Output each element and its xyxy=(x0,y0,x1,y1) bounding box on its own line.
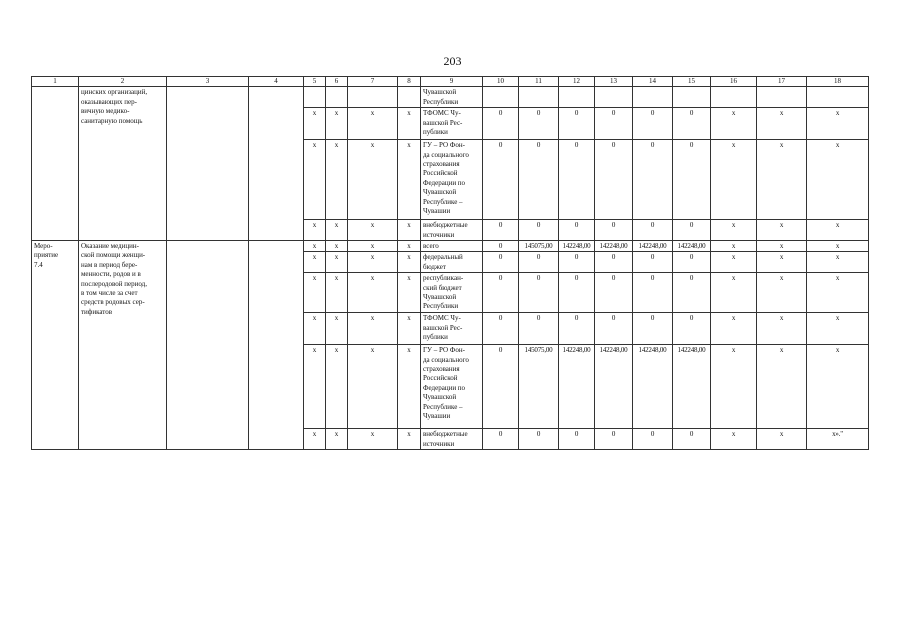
text-line: Федерации по xyxy=(423,178,466,187)
funding-source-cell xyxy=(421,345,483,429)
value-cell: 0 xyxy=(673,313,711,345)
value-cell: 0 xyxy=(483,273,519,313)
value-cell: 0 xyxy=(633,313,673,345)
code-cell: х xyxy=(326,108,348,140)
code-cell: х xyxy=(326,241,348,252)
text-line: в том числе за счет xyxy=(81,289,138,298)
text-line: Российской xyxy=(423,169,458,178)
value-cell: 0 xyxy=(673,140,711,220)
value-cell: х xyxy=(757,108,807,140)
value-cell xyxy=(673,87,711,108)
value-cell: х xyxy=(807,252,869,273)
funding-source-cell xyxy=(421,252,483,273)
value-cell: 142248,00 xyxy=(673,241,711,252)
value-cell xyxy=(633,87,673,108)
value-cell: 142248,00 xyxy=(559,345,595,429)
text-line: да социального xyxy=(423,355,469,364)
text-line: ТФОМС Чу- xyxy=(423,109,461,118)
funding-source-cell xyxy=(421,140,483,220)
value-cell: х xyxy=(757,313,807,345)
text-line: страхования xyxy=(423,365,460,374)
value-cell: 0 xyxy=(483,241,519,252)
column-header-1: 1 xyxy=(32,77,79,87)
column-header-12: 12 xyxy=(559,77,595,87)
value-cell: х xyxy=(757,140,807,220)
code-cell: х xyxy=(326,252,348,273)
value-cell: 0 xyxy=(483,429,519,450)
value-cell: 0 xyxy=(519,313,559,345)
column-header-7: 7 xyxy=(348,77,398,87)
column-header-17: 17 xyxy=(757,77,807,87)
value-cell: х xyxy=(807,140,869,220)
funding-source-cell xyxy=(421,429,483,450)
text-line: публики xyxy=(423,128,448,137)
value-cell: х xyxy=(757,273,807,313)
value-cell: 0 xyxy=(673,429,711,450)
value-cell: х xyxy=(711,313,757,345)
text-line: Чувашской xyxy=(423,188,457,197)
value-cell: х xyxy=(711,273,757,313)
text-line: Меро- xyxy=(34,242,53,251)
funding-source-cell xyxy=(421,313,483,345)
value-cell: х xyxy=(807,273,869,313)
value-cell: х xyxy=(807,313,869,345)
value-cell: 142248,00 xyxy=(559,241,595,252)
value-cell: х xyxy=(711,241,757,252)
text-line: Республике – xyxy=(423,402,463,411)
value-cell: 0 xyxy=(633,252,673,273)
value-cell: х xyxy=(807,241,869,252)
code-cell: х xyxy=(398,140,421,220)
value-cell: 0 xyxy=(559,220,595,241)
code-cell: х xyxy=(326,220,348,241)
code-cell: х xyxy=(304,252,326,273)
code-cell: х xyxy=(348,345,398,429)
value-cell xyxy=(595,87,633,108)
code-cell: х xyxy=(348,108,398,140)
text-line: внебюджетные xyxy=(423,221,468,230)
column-header-14: 14 xyxy=(633,77,673,87)
value-cell: 0 xyxy=(595,140,633,220)
value-cell: 0 xyxy=(519,220,559,241)
code-cell xyxy=(398,87,421,108)
column-header-9: 9 xyxy=(421,77,483,87)
code-cell: х xyxy=(326,140,348,220)
value-cell: 0 xyxy=(483,313,519,345)
value-cell: х xyxy=(711,429,757,450)
column-header-11: 11 xyxy=(519,77,559,87)
description-cell xyxy=(79,87,167,241)
value-cell: 0 xyxy=(559,273,595,313)
text-line: Российской xyxy=(423,374,458,383)
funding-source-cell xyxy=(421,87,483,108)
code-cell: х xyxy=(304,429,326,450)
text-line: Оказание медицин- xyxy=(81,242,139,251)
value-cell: 142248,00 xyxy=(633,241,673,252)
text-line: республикан- xyxy=(423,274,464,283)
code-cell: х xyxy=(304,220,326,241)
text-line: вашской Рес- xyxy=(423,118,463,127)
value-cell: 0 xyxy=(519,252,559,273)
code-cell xyxy=(304,87,326,108)
program-table xyxy=(31,76,869,450)
value-cell: х xyxy=(757,220,807,241)
value-cell: 0 xyxy=(519,140,559,220)
value-cell: х xyxy=(807,345,869,429)
value-cell: 0 xyxy=(673,273,711,313)
value-cell: х xyxy=(711,220,757,241)
text-line: публики xyxy=(423,333,448,342)
text-line: цинских организаций, xyxy=(81,88,148,97)
value-cell xyxy=(519,87,559,108)
value-cell: 145075,00 xyxy=(519,345,559,429)
value-cell: х xyxy=(807,220,869,241)
responsible-cell xyxy=(167,87,249,241)
value-cell: 0 xyxy=(673,220,711,241)
value-cell: 0 xyxy=(673,108,711,140)
value-cell: 0 xyxy=(595,252,633,273)
value-cell: х xyxy=(711,108,757,140)
value-cell: 142248,00 xyxy=(673,345,711,429)
value-cell xyxy=(711,87,757,108)
text-line: послеродовой период, xyxy=(81,279,147,288)
column-header-6: 6 xyxy=(326,77,348,87)
text-line: страхования xyxy=(423,160,460,169)
text-line: Чувашии xyxy=(423,412,451,421)
code-cell: х xyxy=(304,313,326,345)
value-cell: 0 xyxy=(595,220,633,241)
column-header-15: 15 xyxy=(673,77,711,87)
value-cell: х xyxy=(757,252,807,273)
text-line: Республике – xyxy=(423,197,463,206)
code-cell: х xyxy=(348,140,398,220)
value-cell: 0 xyxy=(633,273,673,313)
text-line: ГУ – РО Фон- xyxy=(423,141,465,150)
text-line: санитарную помощь xyxy=(81,116,143,125)
code-cell: х xyxy=(326,273,348,313)
code-cell: х xyxy=(326,345,348,429)
value-cell: х xyxy=(757,241,807,252)
text-line: федеральный xyxy=(423,253,463,262)
value-cell: х xyxy=(757,345,807,429)
code-cell: х xyxy=(398,252,421,273)
value-cell: 0 xyxy=(673,252,711,273)
text-line: ГУ – РО Фон- xyxy=(423,346,465,355)
code-cell: х xyxy=(398,313,421,345)
value-cell xyxy=(807,87,869,108)
text-line: ТФОМС Чу- xyxy=(423,314,461,323)
value-cell: 0 xyxy=(633,108,673,140)
column-header-5: 5 xyxy=(304,77,326,87)
column-header-18: 18 xyxy=(807,77,869,87)
table-body xyxy=(32,77,869,450)
text-line: ской помощи женщи- xyxy=(81,251,146,260)
text-line: вашской Рес- xyxy=(423,323,463,332)
value-cell xyxy=(559,87,595,108)
code-cell: х xyxy=(348,429,398,450)
column-header-3: 3 xyxy=(167,77,249,87)
code-cell: х xyxy=(304,140,326,220)
code-cell xyxy=(326,87,348,108)
value-cell: 0 xyxy=(559,252,595,273)
value-cell: 0 xyxy=(483,345,519,429)
funding-source-cell xyxy=(421,108,483,140)
column-header-13: 13 xyxy=(595,77,633,87)
value-cell: 0 xyxy=(483,108,519,140)
code-cell: х xyxy=(304,108,326,140)
code-cell: х xyxy=(304,345,326,429)
value-cell: 0 xyxy=(595,429,633,450)
value-cell: 0 xyxy=(633,140,673,220)
value-cell xyxy=(757,87,807,108)
value-cell: 0 xyxy=(559,108,595,140)
code-cell: х xyxy=(348,252,398,273)
text-line: оказывающих пер- xyxy=(81,97,137,106)
code-cell: х xyxy=(304,273,326,313)
code-cell: х xyxy=(398,241,421,252)
participants-cell xyxy=(249,241,304,450)
description-cell xyxy=(79,241,167,450)
value-cell: 0 xyxy=(559,429,595,450)
value-cell: х xyxy=(807,108,869,140)
text-line: Республики xyxy=(423,302,459,311)
value-cell xyxy=(483,87,519,108)
text-line: вичную медико- xyxy=(81,107,130,116)
measure-cell xyxy=(32,87,79,241)
value-cell: 142248,00 xyxy=(633,345,673,429)
code-cell: х xyxy=(348,241,398,252)
value-cell: 142248,00 xyxy=(595,345,633,429)
value-cell: 0 xyxy=(483,140,519,220)
value-cell: 0 xyxy=(559,313,595,345)
text-line: внебюджетные xyxy=(423,430,468,439)
value-cell: 0 xyxy=(633,429,673,450)
text-line: нам в период бере- xyxy=(81,260,138,269)
text-line: Федерации по xyxy=(423,383,466,392)
page-number: 203 xyxy=(443,54,462,68)
text-line: приятие xyxy=(34,251,59,260)
funding-source-cell xyxy=(421,273,483,313)
code-cell xyxy=(348,87,398,108)
header-row xyxy=(32,77,869,87)
text-line: 7.4 xyxy=(34,260,43,269)
value-cell: 0 xyxy=(633,220,673,241)
value-cell: х xyxy=(711,140,757,220)
text-line: Чувашии xyxy=(423,207,451,216)
code-cell: х xyxy=(348,313,398,345)
code-cell: х xyxy=(398,220,421,241)
text-line: да социального xyxy=(423,150,469,159)
text-line: источники xyxy=(423,230,455,239)
measure-cell xyxy=(32,241,79,450)
code-cell: х xyxy=(326,429,348,450)
value-cell: 0 xyxy=(519,273,559,313)
code-cell: х xyxy=(348,273,398,313)
table-row xyxy=(32,241,869,252)
code-cell: х xyxy=(326,313,348,345)
responsible-cell xyxy=(167,241,249,450)
text-line: средств родовых сер- xyxy=(81,298,145,307)
text-line: бюджет xyxy=(423,262,446,271)
text-line: менности, родов и в xyxy=(81,270,141,279)
text-line: Чувашской xyxy=(423,393,457,402)
funding-source-cell xyxy=(421,241,483,252)
value-cell: 0 xyxy=(519,108,559,140)
text-line: всего xyxy=(423,242,439,251)
code-cell: х xyxy=(398,345,421,429)
code-cell: х xyxy=(304,241,326,252)
code-cell: х xyxy=(398,273,421,313)
column-header-16: 16 xyxy=(711,77,757,87)
value-cell: 142248,00 xyxy=(595,241,633,252)
value-cell: х xyxy=(711,345,757,429)
text-line: источники xyxy=(423,439,455,448)
value-cell: х xyxy=(711,252,757,273)
value-cell: 0 xyxy=(595,313,633,345)
text-line: Чувашской xyxy=(423,88,457,97)
value-cell: 0 xyxy=(483,220,519,241)
value-cell: 0 xyxy=(559,140,595,220)
value-cell: х xyxy=(757,429,807,450)
value-cell: х»." xyxy=(807,429,869,450)
code-cell: х xyxy=(398,108,421,140)
value-cell: 145075,00 xyxy=(519,241,559,252)
column-header-4: 4 xyxy=(249,77,304,87)
code-cell: х xyxy=(348,220,398,241)
value-cell: 0 xyxy=(595,108,633,140)
column-header-8: 8 xyxy=(398,77,421,87)
text-line: Чувашской xyxy=(423,293,457,302)
value-cell: 0 xyxy=(483,252,519,273)
value-cell: 0 xyxy=(595,273,633,313)
text-line: Республики xyxy=(423,97,459,106)
text-line: ский бюджет xyxy=(423,283,462,292)
table-row xyxy=(32,87,869,108)
value-cell: 0 xyxy=(519,429,559,450)
code-cell: х xyxy=(398,429,421,450)
funding-source-cell xyxy=(421,220,483,241)
text-line: тификатов xyxy=(81,307,113,316)
column-header-10: 10 xyxy=(483,77,519,87)
column-header-2: 2 xyxy=(79,77,167,87)
participants-cell xyxy=(249,87,304,241)
